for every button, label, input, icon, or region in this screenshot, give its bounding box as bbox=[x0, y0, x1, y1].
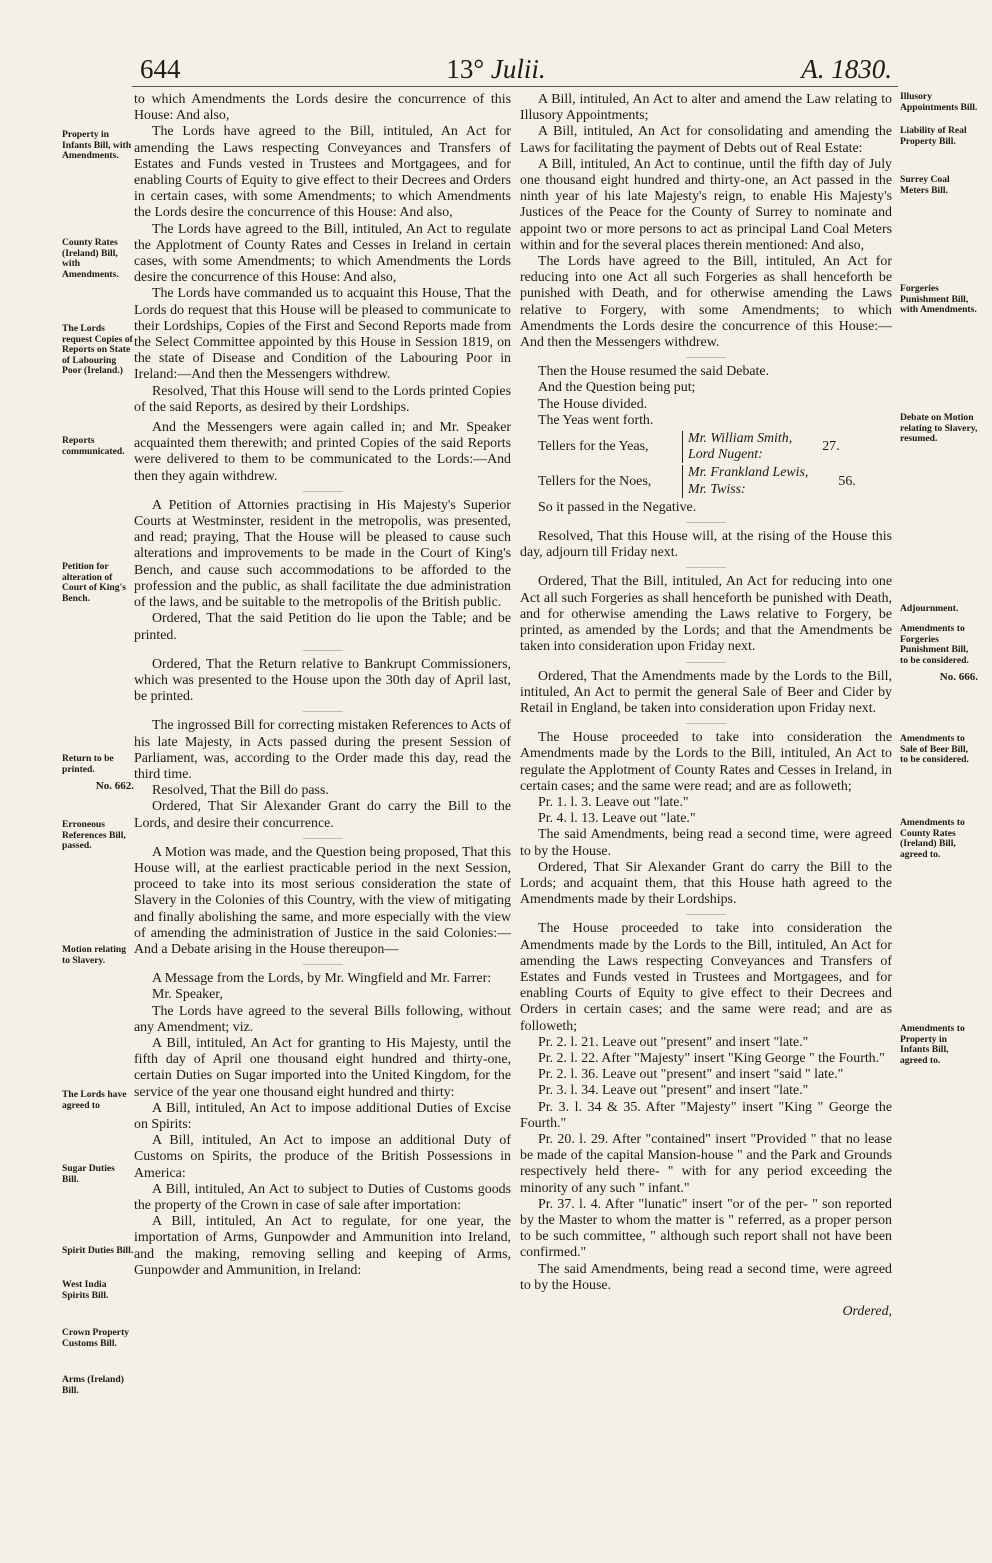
section-divider bbox=[686, 723, 726, 724]
left-column bbox=[134, 92, 511, 1279]
paragraph: The ingrossed Bill for correcting mistaken References to Acts of his late Majesty, in Acts passed during the present Session of Parliament, was, according to the Order made this day, read the third time. bbox=[134, 718, 511, 782]
margin-note-label: Surrey Coal Meters Bill. bbox=[900, 174, 950, 196]
paragraph: Then the House resumed the said Debate. bbox=[538, 364, 770, 380]
paragraph: The Lords have agreed to the Bill, intituled, An Act to regulate the Applotment of County Rates and Cesses in Ireland in certain cases, with some Amendments; to which Amendments the Lords desire the concurrence of this House: And also, bbox=[134, 221, 511, 286]
paragraph: The House proceeded to take into consideration the Amendments made by the Lords to the Bill, intituled, An Act for amending the Laws respecting Conveyances and Transfers of Estates and Funds vested in Trustees and Mortgagees, and for enabling Courts of Equity to give effect to their Decrees and Orders in certain cases; and the same were read; and are as followeth; bbox=[520, 921, 892, 1034]
paragraph: Resolved, That the Bill do pass. bbox=[152, 783, 329, 799]
margin-note-label: Sugar Duties Bill. bbox=[62, 1163, 115, 1185]
paragraph: A Bill, intituled, An Act for granting to His Majesty, until the fifth day of April one thousand eight hundred and thirty-one, certain Duties on Sugar imported into the United Kingdom, for the service of the year one thousand eight hundred and thirty: bbox=[134, 1035, 511, 1100]
margin-note bbox=[900, 126, 978, 153]
section-divider bbox=[303, 491, 343, 492]
paragraph: The Lords have agreed to the Bill, intituled, An Act for reducing into one Act all such Forgeries as shall henceforth be punished with Death, and for otherwise amending the Laws relative to Forgery, with some Amendments; to which Amendments the Lords desire the concurrence of this House:—And then the Messengers withdrew. bbox=[520, 254, 892, 351]
margin-note-label: Amendments to Property in Infants Bill, agreed to. bbox=[900, 1023, 965, 1066]
margin-note-label: Reports communicated. bbox=[62, 435, 125, 457]
paragraph: A Petition of Attornies practising in His Majesty's Superior Courts at Westminster, resident in the metropolis, was presented, and read; praying, That the House will be pleased to cause such alterations and improvements to be made in the Court of King's Bench, and cause such accommodations to be afforded to the profession and the public, as shall facilitate the due administration of the laws, and be suitable to the metropolis of the British public. bbox=[134, 497, 511, 611]
teller-name: Mr. Frankland Lewis, bbox=[688, 465, 809, 481]
margin-note-label: Spirit Duties Bill. bbox=[62, 1245, 134, 1256]
section-divider bbox=[686, 914, 726, 915]
yeas-label: Tellers for the Yeas, bbox=[538, 439, 649, 455]
section-divider bbox=[686, 567, 726, 568]
noes-tellers bbox=[538, 465, 892, 497]
margin-note-label: Motion relating to Slavery. bbox=[62, 944, 127, 966]
amendment: Pr. 37. l. 4. After "lunatic" insert "or of the per- " son reported by the Master to whom the matter is " referred, as a proper person to be such committee, " although such report shall not have been confirmed." bbox=[520, 1196, 892, 1261]
paragraph: And the Question being put; bbox=[538, 380, 696, 396]
margin-note bbox=[900, 604, 978, 621]
paragraph: Ordered, That Sir Alexander Grant do carry the Bill to the Lords; and acquaint them, that this House hath agreed to the Amendments made by their Lordships. bbox=[520, 859, 892, 908]
amendment: Pr. 4. l. 13. Leave out "late." bbox=[538, 811, 696, 827]
paragraph: The said Amendments, being read a second time, were agreed to by the House. bbox=[520, 1261, 892, 1293]
paragraph: And the Messengers were again called in; and Mr. Speaker acquainted them therewith; and printed Copies of the said Reports were delivered to them to be communicated to the Lords:—And then they again withdrew. bbox=[134, 420, 511, 484]
margin-note-label: County Rates (Ireland) Bill, with Amendments. bbox=[62, 237, 119, 280]
paragraph: A Motion was made, and the Question being proposed, That this House will, at the earliest practicable period in the next Session, proceed to take into its most serious consideration the state of Slavery in the Colonies of this Country, with the view of mitigating and finally abolishing the same, and more especially with the view of amending the administration of Justice in the said Colonies:—And a Debate arising in the House thereupon— bbox=[134, 844, 511, 957]
amendment: Pr. 2. l. 22. After "Majesty" insert "King George " the Fourth." bbox=[538, 1050, 885, 1066]
noes-count: 56. bbox=[838, 473, 856, 489]
paragraph: So it passed in the Negative. bbox=[538, 499, 697, 515]
margin-note bbox=[62, 1164, 134, 1191]
paragraph: A Bill, intituled, An Act to continue, until the fifth day of July one thousand eight hundred and thirty-one, an Act passed in the ninth year of his late Majesty's reign, to enable His Majesty's Justices of the Peace for the County of Surrey to nominate and appoint two or more persons to act as principal Land Coal Meters within and for the several places therein mentioned: And also, bbox=[520, 156, 892, 253]
paragraph: The House divided. bbox=[538, 396, 648, 412]
margin-note bbox=[62, 1246, 134, 1263]
margin-note bbox=[62, 1328, 134, 1355]
margin-note bbox=[900, 284, 978, 322]
date-day: 13° bbox=[446, 54, 485, 84]
margin-note-number: No. 662. bbox=[95, 780, 134, 793]
margin-note-label: The Lords request Copies of Reports on State of Labouring Poor (Ireland.) bbox=[62, 323, 133, 377]
paragraph: A Bill, intituled, An Act to alter and amend the Law relating to Illusory Appointments; bbox=[520, 92, 892, 124]
margin-note bbox=[62, 1090, 134, 1117]
paragraph: The Lords have agreed to the several Bills following, without any Amendment; viz. bbox=[134, 1003, 511, 1035]
margin-note bbox=[62, 130, 134, 168]
section-divider bbox=[303, 711, 343, 712]
paragraph: The Yeas went forth. bbox=[538, 412, 654, 428]
paragraph: Ordered, That Sir Alexander Grant do carry the Bill to the Lords, and desire their concurrence. bbox=[134, 799, 511, 831]
paragraph: to which Amendments the Lords desire the concurrence of this House: And also, bbox=[134, 92, 511, 124]
paragraph: Ordered, That the Return relative to Bankrupt Commissioners, which was presented to the House upon the 30th day of April last, be printed. bbox=[134, 656, 511, 705]
paragraph: A Message from the Lords, by Mr. Wingfield and Mr. Farrer: bbox=[152, 971, 492, 987]
margin-note bbox=[62, 820, 134, 858]
margin-note-label: Return to be printed. bbox=[62, 753, 114, 775]
margin-note bbox=[900, 818, 978, 866]
page-year: A. 1830. bbox=[801, 54, 892, 84]
margin-note-label: Property in Infants Bill, with Amendments. bbox=[62, 129, 132, 162]
section-divider bbox=[303, 650, 343, 651]
margin-note bbox=[62, 436, 134, 463]
date-month: Julii. bbox=[490, 54, 546, 84]
margin-note-label: Illusory Appointments Bill. bbox=[900, 91, 978, 113]
margin-note bbox=[62, 754, 134, 792]
catchword: Ordered, bbox=[842, 1304, 892, 1320]
paragraph: Resolved, That this House will send to the Lords printed Copies of the said Reports, as desired by their Lordships. bbox=[134, 383, 511, 415]
margin-note-label: Amendments to County Rates (Ireland) Bill, agreed to. bbox=[900, 817, 965, 860]
right-column bbox=[520, 92, 892, 1320]
margin-note-label: Adjournment. bbox=[900, 603, 959, 614]
margin-note bbox=[62, 238, 134, 286]
paragraph: The said Amendments, being read a second time, were agreed to by the House. bbox=[520, 827, 892, 859]
page-number: 644 bbox=[140, 54, 181, 84]
margin-note-label: Crown Property Customs Bill. bbox=[62, 1327, 130, 1349]
amendment: Pr. 3. l. 34. Leave out "present" and insert "late." bbox=[538, 1083, 809, 1099]
amendment: Pr. 1. l. 3. Leave out "late." bbox=[538, 794, 689, 810]
margin-note-label: Forgeries Punishment Bill, with Amendments. bbox=[900, 283, 977, 316]
paragraph: Ordered, That the Bill, intituled, An Act for reducing into one Act all such Forgeries as shall henceforth be punished with Death, and for otherwise amending the Laws relative to Forgery, be printed, as amended by the Lords; and that the Amendments be taken into consideration upon Friday next. bbox=[520, 574, 892, 655]
margin-note-label: Arms (Ireland) Bill. bbox=[62, 1374, 124, 1396]
section-divider bbox=[686, 522, 726, 523]
paragraph: A Bill, intituled, An Act for consolidating and amending the Laws for facilitating the payment of Debts out of Real Estate: bbox=[520, 124, 892, 156]
section-divider bbox=[686, 662, 726, 663]
header-rule bbox=[132, 86, 898, 87]
amendment: Pr. 20. l. 29. After "contained" insert "Provided " that no lease be made of the capital Mansion-house " and the Park and Grounds respectively held there- " with for any period exceeding the minority of any such " infant." bbox=[520, 1131, 892, 1196]
paragraph: A Bill, intituled, An Act to subject to Duties of Customs goods the property of the Crown in case of sale after importation: bbox=[134, 1181, 511, 1213]
margin-note bbox=[62, 1280, 134, 1307]
paragraph: The Lords have agreed to the Bill, intituled, An Act for amending the Laws respecting Conveyances and Transfers of Estates and Funds vested in Trustees and Mortgagees, and for enabling Courts of Equity to give effect to their Decrees and Orders in certain cases, with some Amendments; to which Amendments the Lords desire the concurrence of this House: And also, bbox=[134, 124, 511, 221]
margin-note bbox=[900, 624, 978, 683]
teller-name: Lord Nugent: bbox=[688, 447, 763, 463]
noes-label: Tellers for the Noes, bbox=[538, 473, 652, 489]
margin-note bbox=[62, 324, 134, 383]
paragraph: A Bill, intituled, An Act to impose additional Duties of Excise on Spirits: bbox=[134, 1100, 511, 1132]
margin-note-number: No. 666. bbox=[939, 671, 978, 684]
amendment: Pr. 3. l. 34 & 35. After "Majesty" insert "King " George the Fourth." bbox=[520, 1099, 892, 1131]
section-divider bbox=[303, 838, 343, 839]
paragraph: Ordered, That the Amendments made by the Lords to the Bill, intituled, An Act to permit the general Sale of Beer and Cider by Retail in England, be taken into consideration upon Friday next. bbox=[520, 668, 892, 716]
amendment: Pr. 2. l. 36. Leave out "present" and insert "said " late." bbox=[538, 1067, 844, 1083]
margin-note bbox=[62, 945, 134, 972]
teller-name: Mr. William Smith, bbox=[688, 431, 793, 447]
margin-note-label: Petition for alteration of Court of King's Bench. bbox=[62, 561, 126, 604]
margin-note bbox=[900, 413, 978, 451]
margin-note-label: Amendments to Sale of Beer Bill, to be considered. bbox=[900, 733, 969, 766]
margin-note bbox=[62, 1375, 134, 1402]
paragraph: A Bill, intituled, An Act to regulate, for one year, the importation of Arms, Gunpowder and Ammunition into Ireland, and the making, removing selling and keeping of Arms, Gunpowder and Ammunition, in Ireland: bbox=[134, 1214, 511, 1278]
margin-note bbox=[900, 92, 978, 119]
teller-name: Mr. Twiss: bbox=[688, 481, 746, 497]
margin-note-label: Amendments to Forgeries Punishment Bill, to be considered. bbox=[900, 623, 969, 666]
paragraph: The House proceeded to take into consideration the Amendments made by the Lords to the Bill, intituled, An Act to regulate the Applotment of County Rates and Cesses in Ireland, in certain cases; and the same were read; and are as followeth; bbox=[520, 730, 892, 794]
paragraph: Ordered, That the said Petition do lie upon the Table; and be printed. bbox=[134, 611, 511, 643]
paragraph: The Lords have commanded us to acquaint this House, That the Lords do request that this House will be pleased to communicate to their Lordships, Copies of the First and Second Reports made from the Select Committee appointed by this House in Session 1819, on the state of Disease and Condition of the Labouring Poor in Ireland:—And then the Messengers withdrew. bbox=[134, 286, 511, 383]
paragraph: A Bill, intituled, An Act to impose an additional Duty of Customs on Spirits, the produce of the British Possessions in America: bbox=[134, 1133, 511, 1181]
paragraph: Resolved, That this House will, at the rising of the House this day, adjourn till Friday next. bbox=[520, 529, 892, 561]
margin-note-label: West India Spirits Bill. bbox=[62, 1279, 109, 1301]
margin-note bbox=[900, 734, 978, 772]
margin-note bbox=[62, 562, 134, 610]
yeas-count: 27. bbox=[822, 439, 840, 455]
margin-note bbox=[900, 1024, 978, 1072]
margin-note-label: Erroneous References Bill, passed. bbox=[62, 819, 126, 852]
section-divider bbox=[303, 964, 343, 965]
section-divider bbox=[686, 357, 726, 358]
yeas-tellers bbox=[538, 431, 892, 463]
amendment: Pr. 2. l. 21. Leave out "present" and insert "late." bbox=[538, 1034, 809, 1050]
margin-note-label: Debate on Motion relating to Slavery, resumed. bbox=[900, 412, 978, 445]
margin-note bbox=[900, 175, 978, 202]
margin-note-label: The Lords have agreed to bbox=[62, 1089, 127, 1111]
margin-note-label: Liability of Real Property Bill. bbox=[900, 125, 967, 147]
paragraph: Mr. Speaker, bbox=[152, 987, 223, 1003]
